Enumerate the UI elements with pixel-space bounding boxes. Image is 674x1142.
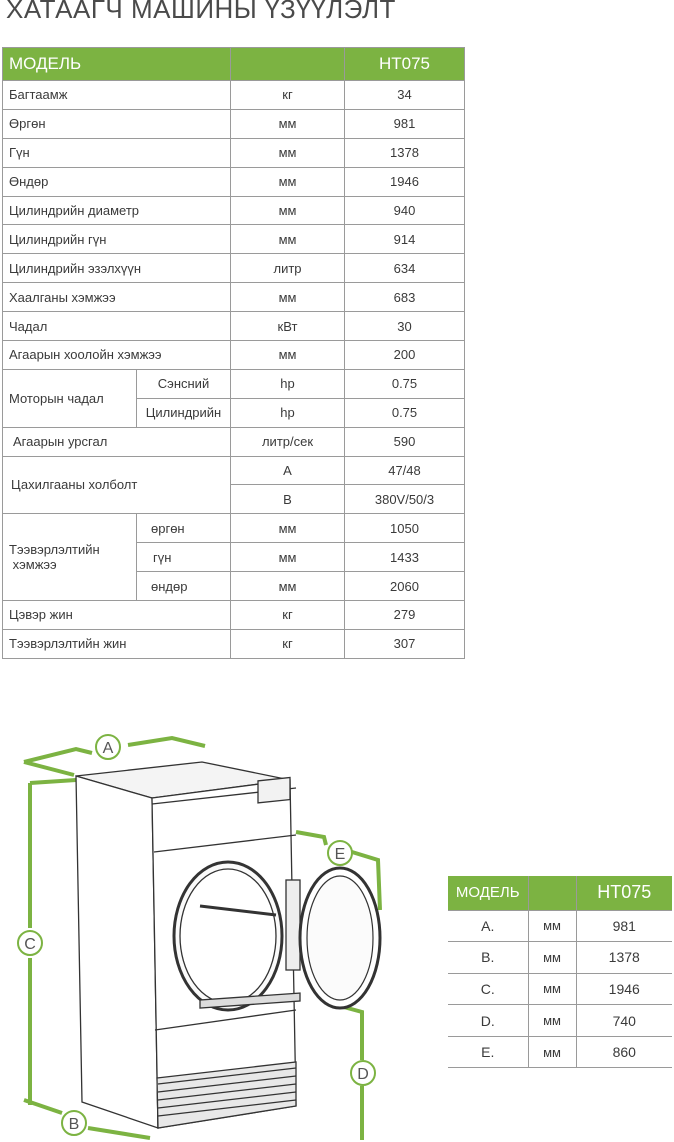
dryer-door: [300, 868, 380, 1008]
spec-label: Өндөр: [3, 167, 231, 196]
spec-value: 634: [345, 254, 465, 283]
spec-row-motor: [3, 369, 465, 398]
spec-row: [3, 81, 465, 110]
spec-row: [3, 427, 465, 456]
spec-unit: мм: [231, 225, 345, 254]
spec-header-label: МОДЕЛЬ: [3, 48, 231, 81]
dim-key: A.: [448, 910, 528, 942]
spec-row: [3, 341, 465, 370]
spec-table: [2, 47, 465, 659]
dim-header-label: МОДЕЛЬ: [448, 876, 528, 910]
spec-unit: hp: [231, 398, 345, 427]
spec-label: Агаарын хоолойн хэмжээ: [3, 341, 231, 370]
spec-value: 2060: [345, 572, 465, 601]
dim-value: 1946: [576, 973, 672, 1005]
spec-row: [3, 254, 465, 283]
spec-value: 590: [345, 427, 465, 456]
dim-header-blank: [528, 876, 576, 910]
spec-value: 1050: [345, 514, 465, 543]
spec-value: 200: [345, 341, 465, 370]
spec-unit: кг: [231, 601, 345, 630]
spec-label: Багтаамж: [3, 81, 231, 110]
motor-sub-label: Цилиндрийн: [137, 398, 231, 427]
spec-label: Өргөн: [3, 109, 231, 138]
spec-unit: кг: [231, 629, 345, 658]
spec-row: [3, 601, 465, 630]
spec-unit: мм: [231, 167, 345, 196]
spec-header-blank: [231, 48, 345, 81]
page-title: ХАТААГЧ МАШИНЫ ҮЗҮҮЛЭЛТ: [6, 0, 396, 24]
spec-value: 0.75: [345, 398, 465, 427]
spec-unit: мм: [231, 138, 345, 167]
dim-row: [448, 1036, 672, 1068]
spec-value: 307: [345, 629, 465, 658]
dim-value: 1378: [576, 942, 672, 974]
dimension-table: [448, 876, 672, 1068]
spec-label: Гүн: [3, 138, 231, 167]
spec-unit: мм: [231, 572, 345, 601]
spec-value: 47/48: [345, 456, 465, 485]
spec-value: 1378: [345, 138, 465, 167]
spec-label: Чадал: [3, 312, 231, 341]
motor-label: Моторын чадал: [3, 369, 137, 427]
spec-unit: мм: [231, 196, 345, 225]
spec-unit: мм: [231, 543, 345, 572]
spec-row: [3, 167, 465, 196]
packing-sub-label: гүн: [137, 543, 231, 572]
spec-label: Агаарын урсгал: [3, 427, 231, 456]
dim-key: B.: [448, 942, 528, 974]
spec-value: 1433: [345, 543, 465, 572]
spec-row: [3, 225, 465, 254]
dim-row: [448, 942, 672, 974]
spec-unit: мм: [231, 109, 345, 138]
label-b: B: [68, 1116, 80, 1133]
spec-label: Хаалганы хэмжээ: [3, 283, 231, 312]
spec-row: [3, 312, 465, 341]
label-c: C: [24, 936, 36, 953]
spec-unit: B: [231, 485, 345, 514]
dryer-machine: [76, 762, 300, 1128]
spec-unit: кг: [231, 81, 345, 110]
spec-label: Цилиндрийн диаметр: [3, 196, 231, 225]
dim-unit: мм: [528, 942, 576, 974]
spec-unit: литр: [231, 254, 345, 283]
dim-value: 981: [576, 910, 672, 942]
spec-value: 30: [345, 312, 465, 341]
motor-sub-label: Сэнсний: [137, 369, 231, 398]
spec-row: [3, 629, 465, 658]
dim-header-row: [448, 876, 672, 910]
dim-key: E.: [448, 1036, 528, 1068]
spec-unit: литр/сек: [231, 427, 345, 456]
label-d: D: [357, 1066, 369, 1083]
dim-row: [448, 973, 672, 1005]
spec-value: 380V/50/3: [345, 485, 465, 514]
spec-value: 914: [345, 225, 465, 254]
spec-value: 940: [345, 196, 465, 225]
spec-label: Цилиндрийн гүн: [3, 225, 231, 254]
spec-row: [3, 138, 465, 167]
dim-unit: мм: [528, 910, 576, 942]
spec-value: 981: [345, 109, 465, 138]
spec-label: Цэвэр жин: [3, 601, 231, 630]
spec-value: 34: [345, 81, 465, 110]
spec-row: [3, 283, 465, 312]
dim-value: 860: [576, 1036, 672, 1068]
spec-row-packing: [3, 514, 465, 543]
electric-label: Цахилгааны холболт: [3, 456, 231, 514]
packing-sub-label: өргөн: [137, 514, 231, 543]
spec-value: 683: [345, 283, 465, 312]
spec-unit: мм: [231, 341, 345, 370]
spec-header-row: [3, 48, 465, 81]
dim-value: 740: [576, 1005, 672, 1037]
spec-value: 279: [345, 601, 465, 630]
spec-row-electric: [3, 456, 465, 485]
dim-row: [448, 1005, 672, 1037]
spec-label: Тээвэрлэлтийн жин: [3, 629, 231, 658]
packing-label-line2: хэмжээ: [12, 557, 57, 573]
spec-value: 0.75: [345, 369, 465, 398]
label-e: E: [334, 846, 346, 863]
spec-unit: мм: [231, 514, 345, 543]
packing-label-line1: Тээвэрлэлтийн: [9, 542, 100, 558]
dim-unit: мм: [528, 1005, 576, 1037]
dim-unit: мм: [528, 1036, 576, 1068]
spec-unit: A: [231, 456, 345, 485]
dim-key: C.: [448, 973, 528, 1005]
packing-label: [3, 514, 137, 601]
spec-unit: мм: [231, 283, 345, 312]
spec-unit: кВт: [231, 312, 345, 341]
packing-sub-label: өндөр: [137, 572, 231, 601]
dim-row: [448, 910, 672, 942]
spec-header-model: HT075: [345, 48, 465, 81]
spec-label: Цилиндрийн эзэлхүүн: [3, 254, 231, 283]
dim-key: D.: [448, 1005, 528, 1037]
spec-row: [3, 109, 465, 138]
spec-value: 1946: [345, 167, 465, 196]
dim-header-model: HT075: [576, 876, 672, 910]
spec-unit: hp: [231, 369, 345, 398]
label-a: A: [102, 740, 114, 757]
spec-row: [3, 196, 465, 225]
dim-unit: мм: [528, 973, 576, 1005]
